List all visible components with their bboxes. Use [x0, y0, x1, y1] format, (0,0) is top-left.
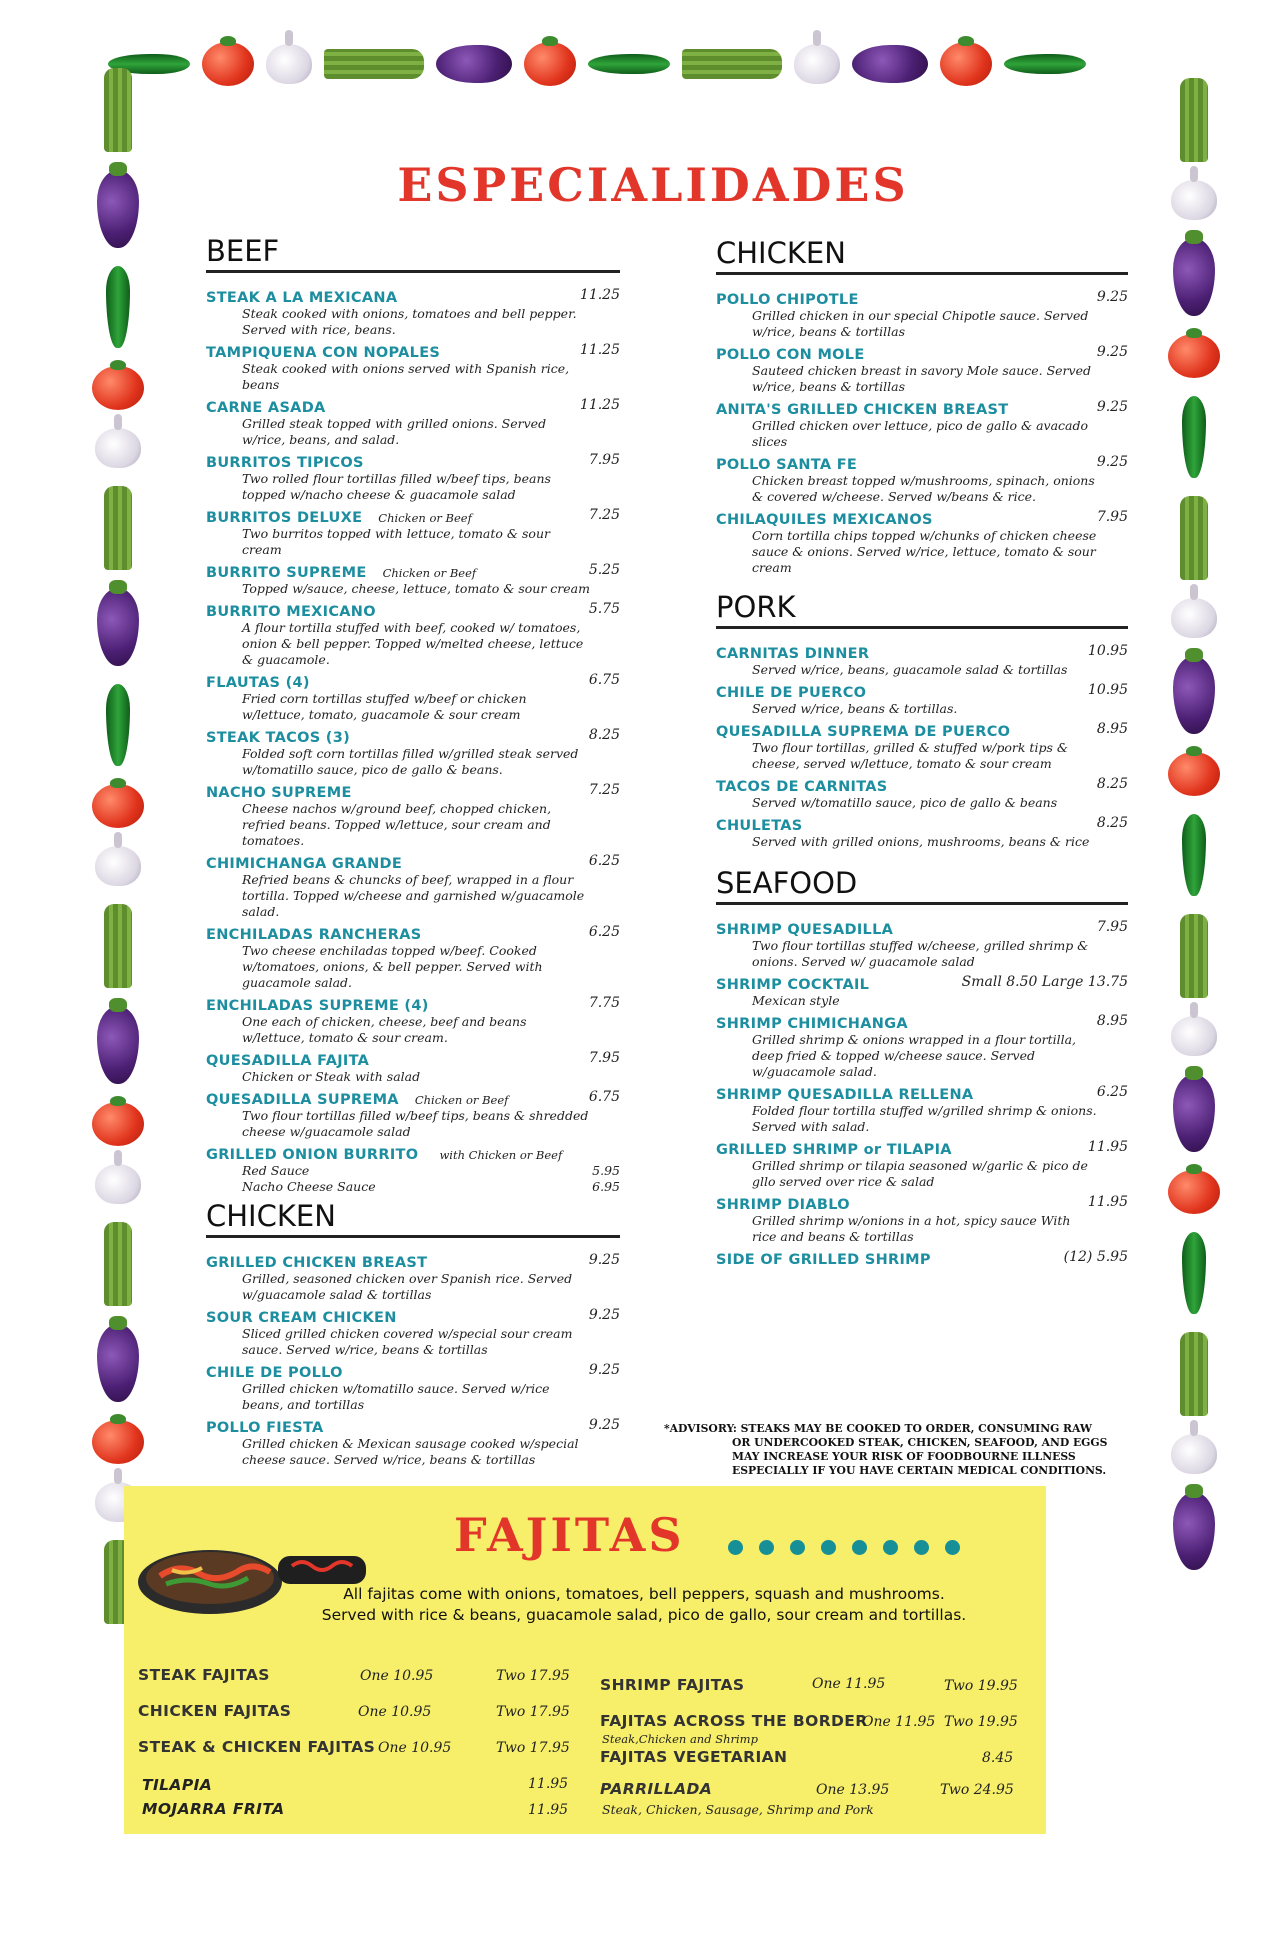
item-name: QUESADILLA FAJITA	[206, 1053, 370, 1069]
item-name: POLLO SANTA FE	[716, 457, 858, 473]
menu-item-header	[206, 1362, 620, 1381]
item-price: 6.75	[588, 672, 620, 688]
red-sauce-label: Red Sauce	[242, 1163, 310, 1178]
item-name: SHRIMP QUESADILLA	[716, 922, 894, 938]
item-name: QUESADILLA SUPREMA	[206, 1092, 399, 1108]
menu-item	[206, 1050, 620, 1085]
menu-item-header	[716, 1194, 1128, 1213]
item-name: CHILE DE PUERCO	[716, 685, 867, 701]
menu-item-header	[716, 643, 1128, 662]
menu-item	[206, 1252, 620, 1303]
menu-item-header	[716, 509, 1128, 528]
item-name: STEAK TACOS (3)	[206, 730, 351, 746]
right-column	[716, 236, 1128, 1272]
item-price: 11.25	[579, 287, 620, 303]
menu-item	[716, 815, 1128, 850]
item-description: Steak cooked with onions served with Spanish rice, beans	[242, 361, 570, 392]
item-price: 6.25	[1096, 1084, 1128, 1100]
menu-item-header	[206, 287, 620, 306]
item-price: 10.95	[1087, 643, 1128, 659]
item-price: 8.25	[1096, 815, 1128, 831]
chicken-fajitas-one: One 10.95	[358, 1704, 432, 1720]
menu-item	[716, 776, 1128, 811]
eggplant-icon	[852, 45, 928, 83]
tomato-icon	[1168, 1170, 1220, 1214]
item-name: CHIMICHANGA GRANDE	[206, 856, 403, 872]
menu-item	[206, 995, 620, 1046]
item-description: One each of chicken, cheese, beef and beans w/lettuce, tomato & sour cream.	[242, 1014, 527, 1045]
item-description: Grilled shrimp w/onions in a hot, spicy sauce With rice and beans & tortillas	[752, 1213, 1071, 1244]
item-name: SHRIMP COCKTAIL	[716, 977, 870, 993]
advisory-note	[664, 1422, 1134, 1478]
mojarra-name: MOJARRA FRITA	[142, 1800, 285, 1818]
garlic-icon	[95, 428, 141, 468]
menu-item-header	[716, 776, 1128, 795]
item-price: 9.25	[588, 1252, 620, 1268]
nacho-sauce-price: 6.95	[592, 1179, 620, 1194]
asparagus-icon	[1180, 78, 1208, 162]
item-price: 9.25	[588, 1362, 620, 1378]
item-name: BURRITOS DELUXE	[206, 510, 363, 526]
menu-item-header	[716, 721, 1128, 740]
menu-item	[716, 1013, 1128, 1080]
steak-fajitas-two: Two 17.95	[496, 1668, 570, 1684]
tomato-icon	[1168, 752, 1220, 796]
eggplant-icon	[1173, 238, 1215, 316]
dot-icon	[728, 1540, 743, 1555]
item-description: Two burritos topped with lettuce, tomato & sour cream	[242, 526, 550, 557]
asparagus-icon	[104, 1222, 132, 1306]
menu-item-header	[206, 924, 620, 943]
menu-item	[716, 919, 1128, 970]
item-name: FLAUTAS (4)	[206, 675, 310, 691]
tilapia-price: 11.95	[528, 1776, 569, 1792]
item-description: Grilled shrimp or tilapia seasoned w/garlic & pico de gllo served over rice & salad	[752, 1158, 1088, 1189]
seafood-list	[716, 919, 1128, 1268]
menu-item-header	[206, 1252, 620, 1271]
menu-item-header	[206, 1417, 620, 1436]
item-price: 7.95	[588, 1050, 620, 1066]
item-name: ENCHILADAS SUPREME (4)	[206, 998, 429, 1014]
item-description: Grilled chicken w/tomatillo sauce. Served w/rice beans, and tortillas	[242, 1381, 550, 1412]
advisory-line: ESPECIALLY IF YOU HAVE CERTAIN MEDICAL CONDITIONS.	[732, 1464, 1107, 1477]
menu-item	[716, 509, 1128, 576]
dot-icon	[914, 1540, 929, 1555]
item-name: SOUR CREAM CHICKEN	[206, 1310, 397, 1326]
tomato-icon	[92, 1420, 144, 1464]
steak-fajitas-one: One 10.95	[360, 1668, 434, 1684]
item-description: Corn tortilla chips topped w/chunks of chicken cheese sauce & onions. Served w/rice, lettuce, tomato & sour cream	[752, 528, 1097, 575]
menu-item-header	[206, 853, 620, 872]
item-name: NACHO SUPREME	[206, 785, 352, 801]
menu-item-header	[206, 562, 620, 581]
menu-item	[206, 672, 620, 723]
menu-item	[206, 853, 620, 920]
garlic-icon	[1171, 598, 1217, 638]
steak-fajitas-name: STEAK FAJITAS	[138, 1666, 270, 1684]
item-name: BURRITOS TIPICOS	[206, 455, 364, 471]
item-name: BURRITO SUPREME	[206, 565, 367, 581]
menu-item-header	[716, 1249, 1128, 1268]
menu-item-header	[716, 344, 1128, 363]
tomato-icon	[92, 366, 144, 410]
garlic-icon	[1171, 1016, 1217, 1056]
item-name: ANITA'S GRILLED CHICKEN BREAST	[716, 402, 1009, 418]
item-name: STEAK A LA MEXICANA	[206, 290, 398, 306]
fajitas-note-line: Served with rice & beans, guacamole salad, pico de gallo, sour cream and tortillas.	[321, 1606, 967, 1624]
dot-icon	[945, 1540, 960, 1555]
dot-icon	[790, 1540, 805, 1555]
item-name: POLLO CHIPOTLE	[716, 292, 859, 308]
item-price: 9.25	[588, 1417, 620, 1433]
item-description: Two rolled flour tortillas filled w/beef tips, beans topped w/nacho cheese & guacamole salad	[242, 471, 551, 502]
tilapia-name: TILAPIA	[142, 1776, 213, 1794]
item-price: 8.95	[1096, 1013, 1128, 1029]
jalapeno-icon	[106, 266, 130, 348]
item-description: Folded flour tortilla stuffed w/grilled shrimp & onions. Served with salad.	[752, 1103, 1097, 1134]
menu-item	[206, 507, 620, 558]
item-price: 7.75	[588, 995, 620, 1011]
asparagus-icon	[104, 904, 132, 988]
item-description: Two cheese enchiladas topped w/beef. Cooked w/tomatoes, onions, & bell pepper. Served with guacamole salad.	[242, 943, 543, 990]
jalapeno-icon	[106, 684, 130, 766]
item-name: TACOS DE CARNITAS	[716, 779, 888, 795]
red-sauce-line	[242, 1163, 620, 1179]
jalapeno-icon	[588, 54, 670, 74]
fajitas-title: FAJITAS	[454, 1508, 685, 1562]
shrimp-fajitas-one: One 11.95	[812, 1676, 886, 1692]
item-price: 5.25	[588, 562, 620, 578]
item-name: GRILLED ONION BURRITO	[206, 1147, 419, 1163]
menu-item	[716, 399, 1128, 450]
item-description: Sauteed chicken breast in savory Mole sauce. Served w/rice, beans & tortillas	[752, 363, 1091, 394]
menu-item-header	[206, 507, 620, 526]
jalapeno-icon	[1182, 1232, 1206, 1314]
item-price: 7.25	[588, 507, 620, 523]
onion-burrito-item	[206, 1144, 620, 1195]
menu-item	[716, 344, 1128, 395]
menu-item-header	[206, 782, 620, 801]
item-price: 10.95	[1087, 682, 1128, 698]
menu-item-header	[716, 454, 1128, 473]
menu-item	[716, 1139, 1128, 1190]
item-price: 9.25	[1096, 344, 1128, 360]
jalapeno-icon	[1004, 54, 1086, 74]
garlic-icon	[266, 44, 312, 84]
item-description: Two flour tortillas, grilled & stuffed w/pork tips & cheese, served w/lettuce, tomato & sour cream	[752, 740, 1068, 771]
menu-item	[716, 682, 1128, 717]
item-price: 6.25	[588, 924, 620, 940]
tomato-icon	[940, 42, 992, 86]
item-description: Refried beans & chuncks of beef, wrapped in a flour tortilla. Topped w/cheese and garnished w/guacamole salad.	[242, 872, 585, 919]
menu-item-header	[716, 399, 1128, 418]
vegetarian-name: FAJITAS VEGETARIAN	[600, 1748, 788, 1766]
item-price: 7.25	[588, 782, 620, 798]
item-price: 11.95	[1087, 1194, 1128, 1210]
item-description: Grilled chicken in our special Chipotle sauce. Served w/rice, beans & tortillas	[752, 308, 1089, 339]
menu-item-header	[716, 1139, 1128, 1158]
item-price: 7.95	[1096, 509, 1128, 525]
tomato-icon	[92, 784, 144, 828]
menu-item	[206, 1362, 620, 1413]
item-price: 8.95	[1096, 721, 1128, 737]
menu-item	[206, 562, 620, 597]
across-border-one: One 11.95	[862, 1714, 936, 1730]
tomato-icon	[202, 42, 254, 86]
beef-list	[206, 287, 620, 1140]
steak-chicken-fajitas-one: One 10.95	[378, 1740, 452, 1756]
eggplant-icon	[97, 588, 139, 666]
asparagus-icon	[324, 49, 424, 79]
menu-item	[206, 924, 620, 991]
menu-item-header	[206, 1307, 620, 1326]
menu-item	[716, 721, 1128, 772]
item-description: Topped w/sauce, cheese, lettuce, tomato & sour cream	[242, 581, 590, 596]
item-price: 5.75	[588, 601, 620, 617]
item-description: Served w/tomatillo sauce, pico de gallo & beans	[752, 795, 1058, 810]
left-border	[92, 68, 144, 1624]
menu-item-header	[716, 682, 1128, 701]
item-name: GRILLED CHICKEN BREAST	[206, 1255, 428, 1271]
right-border	[1168, 78, 1220, 1570]
item-description: Cheese nachos w/ground beef, chopped chicken, refried beans. Topped w/lettuce, sour cream and tomatoes.	[242, 801, 552, 848]
menu-item-header	[206, 727, 620, 746]
item-name: SHRIMP DIABLO	[716, 1197, 850, 1213]
menu-item	[206, 1089, 620, 1140]
item-name: SIDE OF GRILLED SHRIMP	[716, 1252, 931, 1268]
decorative-dots	[728, 1540, 960, 1555]
dot-icon	[852, 1540, 867, 1555]
across-border-name: FAJITAS ACROSS THE BORDER	[600, 1712, 868, 1730]
item-name: POLLO CON MOLE	[716, 347, 865, 363]
item-price: 6.75	[588, 1089, 620, 1105]
advisory-line: MAY INCREASE YOUR RISK OF FOODBOURNE ILLNESS	[732, 1450, 1076, 1463]
parrillada-name: PARRILLADA	[600, 1780, 713, 1798]
item-price: 9.25	[1096, 289, 1128, 305]
item-description: Two flour tortillas stuffed w/cheese, grilled shrimp & onions. Served w/ guacamole salad	[752, 938, 1089, 969]
item-price: 9.25	[588, 1307, 620, 1323]
item-name: POLLO FIESTA	[206, 1420, 324, 1436]
menu-item-header	[206, 601, 620, 620]
item-price: 8.25	[1096, 776, 1128, 792]
tomato-icon	[92, 1102, 144, 1146]
menu-item-header	[206, 452, 620, 471]
item-description: Grilled chicken over lettuce, pico de gallo & avacado slices	[752, 418, 1089, 449]
menu-item	[716, 289, 1128, 340]
mojarra-price: 11.95	[528, 1802, 569, 1818]
tomato-icon	[524, 42, 576, 86]
item-description: Fried corn tortillas stuffed w/beef or chicken w/lettuce, tomato, guacamole & sour cream	[242, 691, 527, 722]
menu-item-header	[716, 1084, 1128, 1103]
menu-item-header	[716, 1013, 1128, 1032]
nacho-sauce-line	[242, 1179, 620, 1195]
menu-item-header	[716, 289, 1128, 308]
menu-item	[206, 1417, 620, 1468]
item-description: Mexican style	[752, 993, 840, 1008]
eggplant-icon	[97, 1324, 139, 1402]
item-price: 11.25	[579, 342, 620, 358]
item-name: CHILAQUILES MEXICANOS	[716, 512, 933, 528]
fajitas-panel	[124, 1486, 1046, 1834]
asparagus-icon	[104, 486, 132, 570]
menu-item	[206, 782, 620, 849]
item-description: Folded soft corn tortillas filled w/grilled steak served w/tomatillo sauce, pico de gallo & beans.	[242, 746, 579, 777]
item-description: A flour tortilla stuffed with beef, cooked w/ tomatoes, onion & bell pepper. Topped w/melted cheese, lettuce & guacamole.	[242, 620, 584, 667]
chicken-fajitas-two: Two 17.95	[496, 1704, 570, 1720]
item-description: Grilled steak topped with grilled onions. Served w/rice, beans, and salad.	[242, 416, 547, 447]
garlic-icon	[794, 44, 840, 84]
eggplant-icon	[1173, 1074, 1215, 1152]
item-name: CHULETAS	[716, 818, 803, 834]
item-description: Chicken breast topped w/mushrooms, spinach, onions & covered w/cheese. Served w/beans & rice.	[752, 473, 1095, 504]
dot-icon	[883, 1540, 898, 1555]
across-border-sub: Steak,Chicken and Shrimp	[602, 1732, 758, 1746]
jalapeno-icon	[1182, 814, 1206, 896]
menu-item-header	[716, 974, 1128, 993]
parrillada-two: Two 24.95	[940, 1782, 1014, 1798]
eggplant-icon	[1173, 656, 1215, 734]
menu-item	[206, 397, 620, 448]
item-description: Served with grilled onions, mushrooms, beans & rice	[752, 834, 1090, 849]
item-description: Served w/rice, beans, guacamole salad & tortillas	[752, 662, 1068, 677]
section-heading-beef: BEEF	[206, 234, 620, 273]
menu-item	[206, 601, 620, 668]
eggplant-icon	[97, 1006, 139, 1084]
item-subtitle: Chicken or Beef	[378, 511, 472, 525]
tomato-icon	[1168, 334, 1220, 378]
advisory-line: *ADVISORY: STEAKS MAY BE COOKED TO ORDER, CONSUMING RAW	[664, 1422, 1092, 1435]
item-name: CHILE DE POLLO	[206, 1365, 343, 1381]
menu-item	[206, 727, 620, 778]
item-price: 7.95	[1096, 919, 1128, 935]
menu-item	[206, 452, 620, 503]
chicken-fajitas-name: CHICKEN FAJITAS	[138, 1702, 292, 1720]
menu-item	[716, 1084, 1128, 1135]
section-heading-pork: PORK	[716, 590, 1128, 629]
item-name: CARNITAS DINNER	[716, 646, 870, 662]
menu-item	[206, 1307, 620, 1358]
section-heading-chicken-left: CHICKEN	[206, 1199, 620, 1238]
menu-item-header	[716, 919, 1128, 938]
item-name: ENCHILADAS RANCHERAS	[206, 927, 422, 943]
jalapeno-icon	[1182, 396, 1206, 478]
item-description: Steak cooked with onions, tomatoes and bell pepper. Served with rice, beans.	[242, 306, 577, 337]
menu-item	[206, 287, 620, 338]
nacho-sauce-label: Nacho Cheese Sauce	[242, 1179, 376, 1194]
asparagus-icon	[682, 49, 782, 79]
item-description: Served w/rice, beans & tortillas.	[752, 701, 958, 716]
menu-item	[716, 974, 1128, 1009]
item-price: 11.95	[1087, 1139, 1128, 1155]
steak-chicken-fajitas-name: STEAK & CHICKEN FAJITAS	[138, 1738, 376, 1756]
menu-item-header	[206, 672, 620, 691]
menu-item-header	[716, 815, 1128, 834]
garlic-icon	[95, 1164, 141, 1204]
item-price: 11.25	[579, 397, 620, 413]
item-price: 7.95	[588, 452, 620, 468]
item-name: BURRITO MEXICANO	[206, 604, 376, 620]
item-name: CARNE ASADA	[206, 400, 326, 416]
eggplant-icon	[1173, 1492, 1215, 1570]
item-name: SHRIMP CHIMICHANGA	[716, 1016, 908, 1032]
menu-item	[716, 454, 1128, 505]
asparagus-icon	[1180, 1332, 1208, 1416]
chicken-right-list	[716, 289, 1128, 576]
section-heading-seafood: SEAFOOD	[716, 866, 1128, 905]
item-name: GRILLED SHRIMP or TILAPIA	[716, 1142, 952, 1158]
item-name: SHRIMP QUESADILLA RELLENA	[716, 1087, 974, 1103]
garlic-icon	[1171, 1434, 1217, 1474]
fajitas-description	[274, 1584, 1014, 1626]
menu-item-header	[206, 995, 620, 1014]
menu-item	[206, 342, 620, 393]
item-description: Chicken or Steak with salad	[242, 1069, 421, 1084]
red-sauce-price: 5.95	[592, 1163, 620, 1178]
menu-item-header	[206, 342, 620, 361]
steak-chicken-fajitas-two: Two 17.95	[496, 1740, 570, 1756]
item-subtitle: with Chicken or Beef	[439, 1148, 563, 1162]
menu-item-header	[206, 1089, 620, 1108]
fajitas-note-line: All fajitas come with onions, tomatoes, bell peppers, squash and mushrooms.	[343, 1585, 945, 1603]
item-description: Two flour tortillas filled w/beef tips, beans & shredded cheese w/guacamole salad	[242, 1108, 589, 1139]
menu-item	[716, 1249, 1128, 1268]
menu-item	[716, 643, 1128, 678]
item-description: Grilled chicken & Mexican sausage cooked w/special cheese sauce. Served w/rice, beans & tortillas	[242, 1436, 579, 1467]
garlic-icon	[95, 846, 141, 886]
item-subtitle: Chicken or Beef	[382, 566, 477, 580]
item-price: Small 8.50 Large 13.75	[961, 974, 1128, 990]
eggplant-icon	[436, 45, 512, 83]
item-description: Sliced grilled chicken covered w/special sour cream sauce. Served w/rice, beans & tortillas	[242, 1326, 573, 1357]
top-border	[108, 42, 1086, 86]
left-column	[206, 234, 620, 1472]
advisory-line: OR UNDERCOOKED STEAK, CHICKEN, SEAFOOD, AND EGGS	[732, 1436, 1108, 1449]
dot-icon	[821, 1540, 836, 1555]
asparagus-icon	[1180, 914, 1208, 998]
across-border-two: Two 19.95	[944, 1714, 1018, 1730]
pork-list	[716, 643, 1128, 850]
item-price: 9.25	[1096, 454, 1128, 470]
item-price: (12) 5.95	[1063, 1249, 1128, 1265]
vegetarian-price: 8.45	[982, 1750, 1014, 1766]
shrimp-fajitas-name: SHRIMP FAJITAS	[600, 1676, 745, 1694]
asparagus-icon	[104, 68, 132, 152]
chicken-left-list	[206, 1252, 620, 1468]
dot-icon	[759, 1540, 774, 1555]
menu-item	[716, 1194, 1128, 1245]
item-name: QUESADILLA SUPREMA DE PUERCO	[716, 724, 1011, 740]
page-title: ESPECIALIDADES	[397, 158, 909, 212]
menu-item-header	[206, 1050, 620, 1069]
item-price: 8.25	[588, 727, 620, 743]
parrillada-sub: Steak, Chicken, Sausage, Shrimp and Pork	[602, 1802, 874, 1817]
item-price: 6.25	[588, 853, 620, 869]
item-description: Grilled shrimp & onions wrapped in a flour tortilla, deep fried & topped w/cheese sauce. Served w/guacamole salad.	[752, 1032, 1077, 1079]
item-subtitle: Chicken or Beef	[414, 1093, 509, 1107]
item-price: 9.25	[1096, 399, 1128, 415]
section-heading-chicken-right: CHICKEN	[716, 236, 1128, 275]
item-name: TAMPIQUENA CON NOPALES	[206, 345, 441, 361]
shrimp-fajitas-two: Two 19.95	[944, 1678, 1018, 1694]
menu-item-header	[206, 397, 620, 416]
asparagus-icon	[1180, 496, 1208, 580]
parrillada-one: One 13.95	[816, 1782, 890, 1798]
item-description: Grilled, seasoned chicken over Spanish rice. Served w/guacamole salad & tortillas	[242, 1271, 573, 1302]
